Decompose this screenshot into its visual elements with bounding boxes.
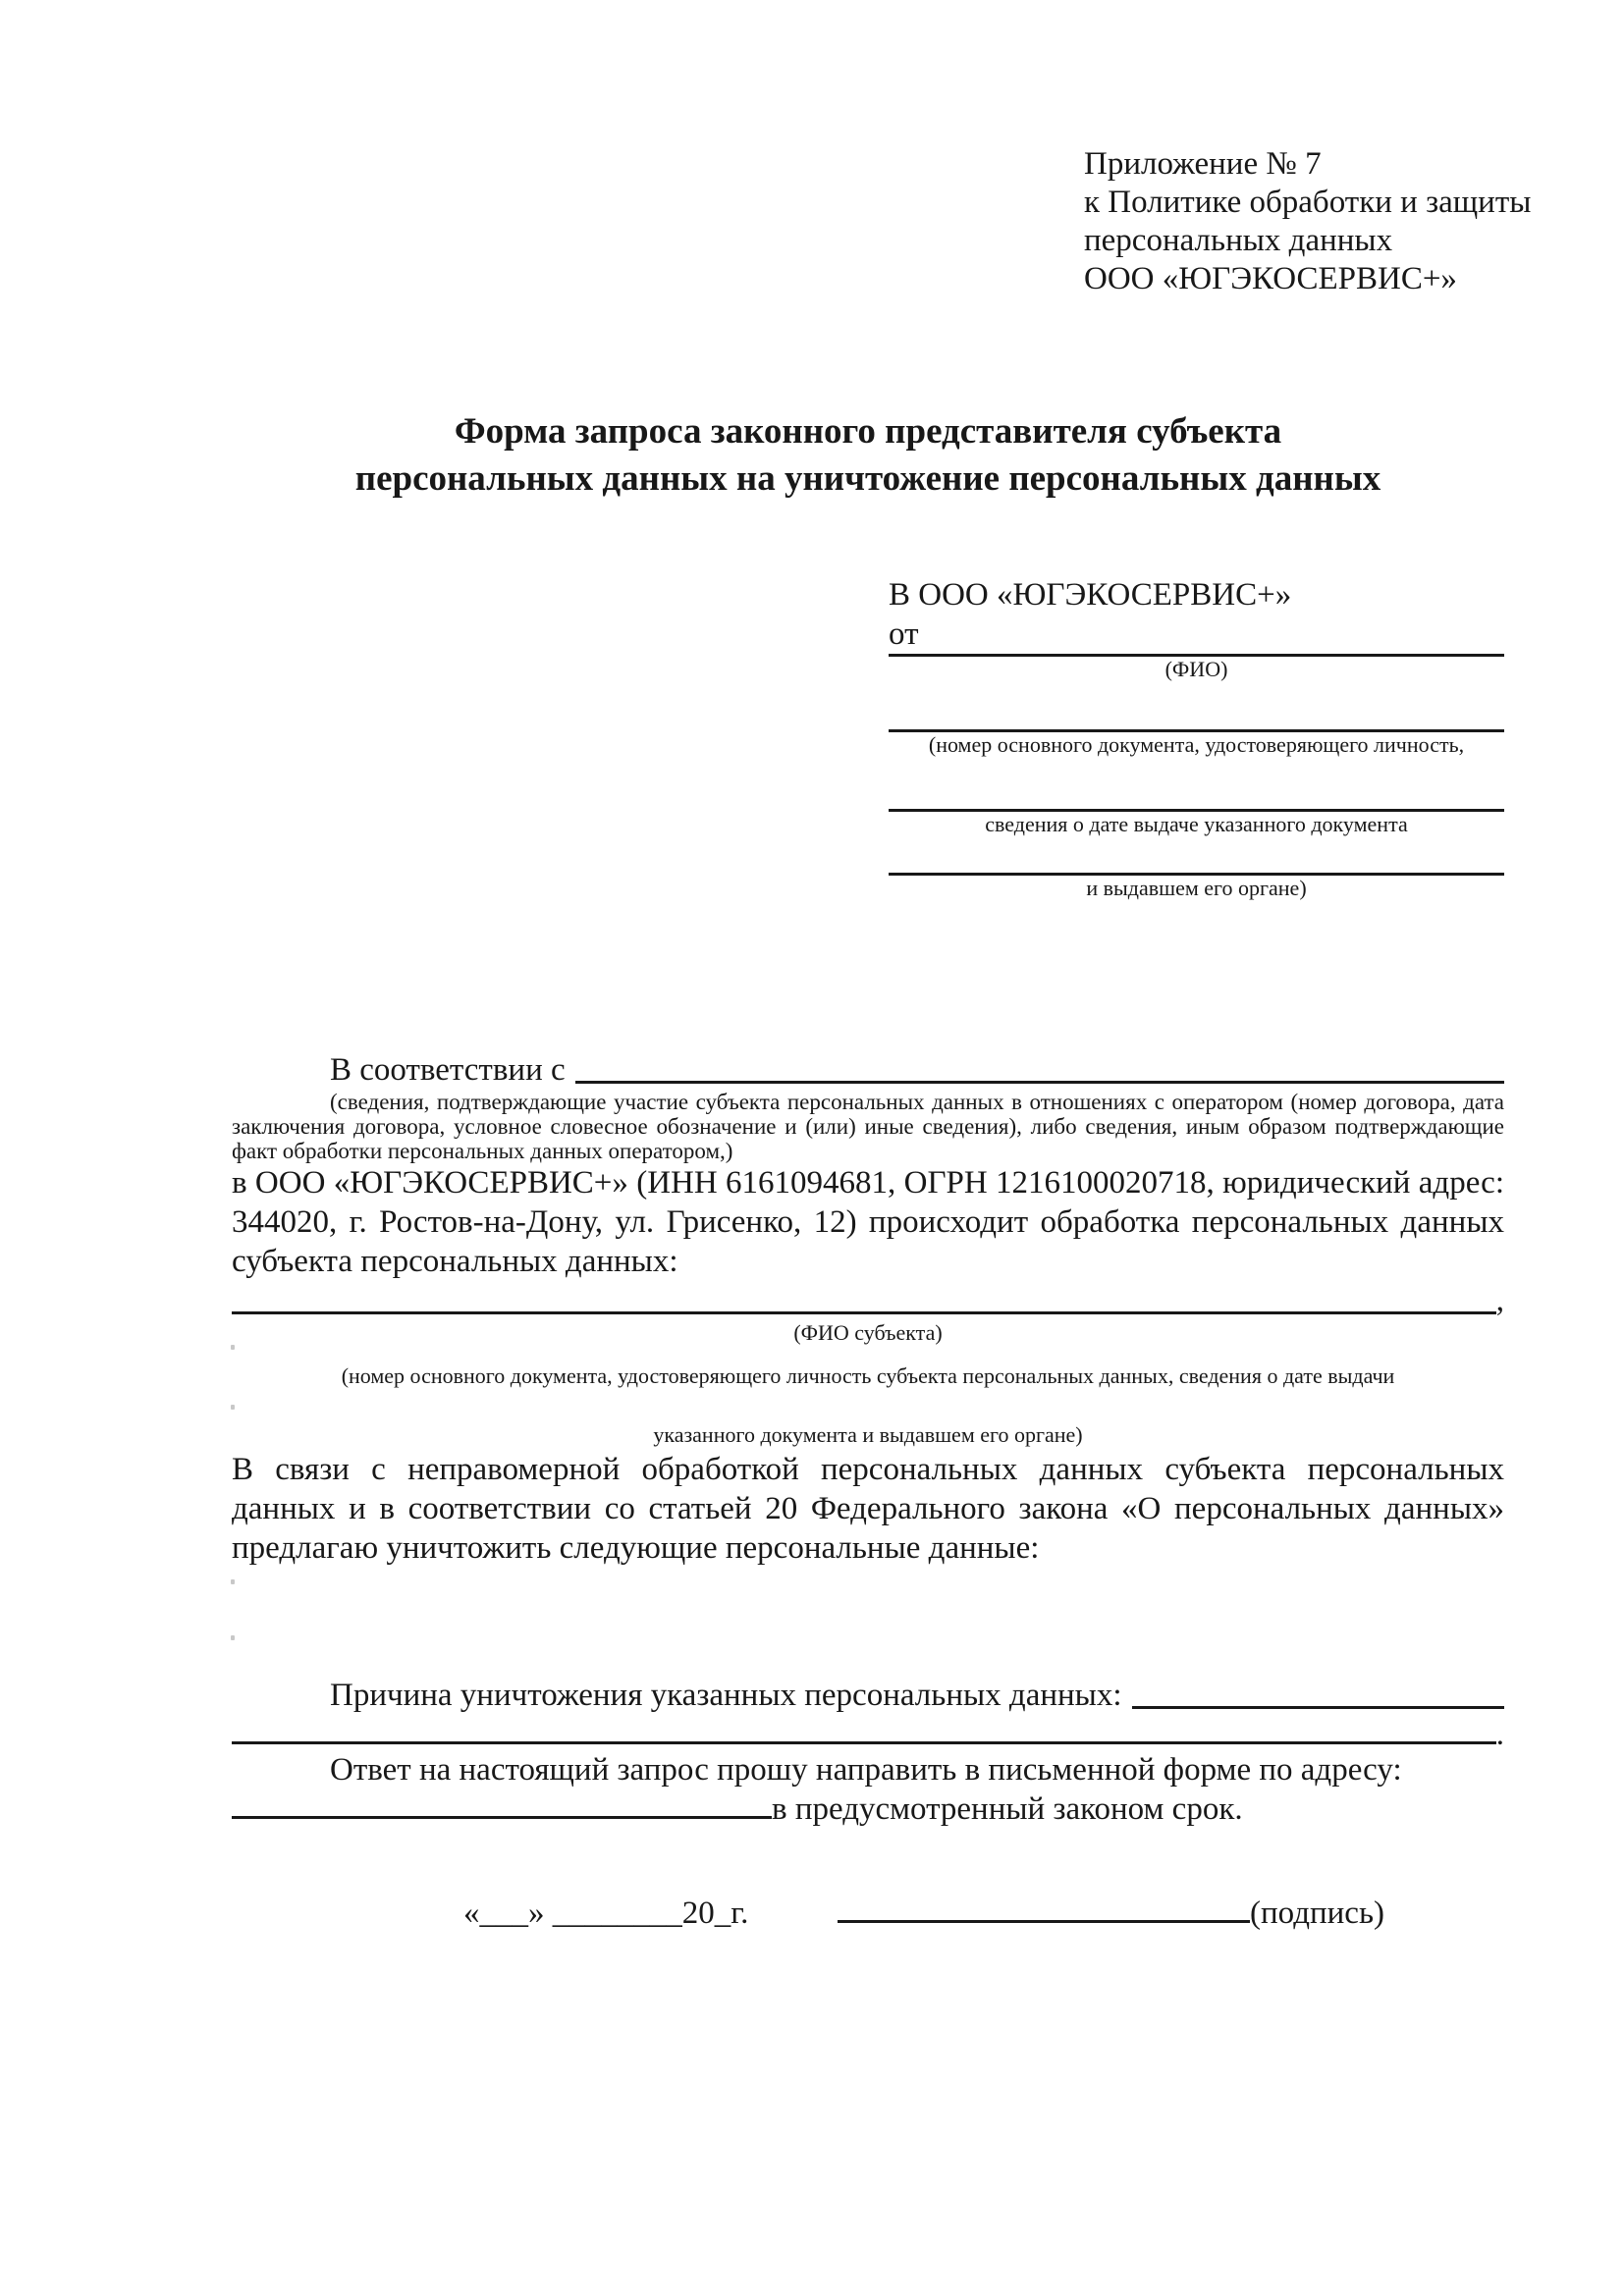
reason-period: .	[1495, 1717, 1504, 1752]
signature-blank-line	[838, 1896, 1250, 1923]
doc-caption: и выдавшем его органе)	[1086, 876, 1307, 900]
appendix-line: к Политике обработки и защиты	[1084, 185, 1532, 220]
scan-artifact-dot	[231, 1579, 235, 1584]
subject-doc-caption: (номер основного документа, удостоверяющего личность субъекта персональных данных, сведения о дате выдачи	[341, 1363, 1395, 1388]
reason-continued-row	[232, 1715, 1504, 1750]
appendix-line: персональных данных	[1084, 223, 1393, 258]
subject-doc-caption: указанного документа и выдавшем его органе)	[653, 1422, 1083, 1447]
document-title-line: Форма запроса законного представителя субъекта	[454, 411, 1282, 452]
reply-tail: в предусмотренный законом срок.	[772, 1791, 1243, 1827]
subject-fio-row	[232, 1281, 1504, 1320]
fio-caption: (ФИО)	[1164, 657, 1228, 681]
data-to-destroy-blank-area	[232, 1568, 1504, 1676]
scan-artifact-dot	[231, 1635, 235, 1640]
signature-caption: (подпись)	[1250, 1896, 1384, 1931]
subject-fio-caption: (ФИО субъекта)	[793, 1320, 943, 1345]
reply-address-row	[232, 1789, 1504, 1829]
signature-footer	[463, 1894, 1384, 1933]
operator-paragraph: в ООО «ЮГЭКОСЕРВИС+» (ИНН 6161094681, ОГРН 1216100020718, юридический адрес: 344020, г. Ростов-на-Дону, ул. Грисенко, 12) происходит обработка персональных данных субъекта персональных данных:	[232, 1165, 1504, 1279]
doc-caption: (номер основного документа, удостоверяющего личность,	[928, 732, 1465, 757]
request-paragraph: В связи с неправомерной обработкой персональных данных субъекта персональных данных и в соответствии со статьей 20 Федерального закона «О персональных данных» предлагаю уничтожить следующие персональные данные:	[232, 1452, 1504, 1566]
appendix-block	[1084, 145, 1624, 298]
signature-group	[838, 1894, 1384, 1933]
doc-caption: сведения о дате выдаче указанного документа	[985, 812, 1408, 836]
accordance-row	[232, 1050, 1504, 1090]
accordance-lead: В соответствии с	[330, 1052, 566, 1088]
reply-address-blank-line	[232, 1792, 772, 1819]
document-title	[232, 408, 1504, 503]
reason-lead: Причина уничтожения указанных персональных данных:	[330, 1678, 1122, 1713]
document-body	[232, 1050, 1504, 1933]
addressee-to: В ООО «ЮГЭКОСЕРВИС+»	[889, 577, 1292, 613]
scan-artifact-dot	[231, 1405, 235, 1410]
addressee-from: от	[889, 616, 919, 652]
subject-fio-comma: ,	[1495, 1283, 1504, 1318]
reply-paragraph: Ответ на настоящий запрос прошу направить в письменной форме по адресу:	[330, 1752, 1402, 1788]
accordance-blank-line	[575, 1050, 1504, 1084]
document-title-line: персональных данных на уничтожение персональных данных	[354, 458, 1381, 499]
appendix-line: ООО «ЮГЭКОСЕРВИС+»	[1084, 261, 1457, 296]
subject-fio-blank-line	[232, 1281, 1496, 1314]
reason-row	[232, 1676, 1504, 1715]
appendix-line: Приложение № 7	[1084, 146, 1322, 182]
date-line: «___» ________20_г.	[463, 1896, 749, 1931]
addressee-block	[889, 575, 1504, 901]
scan-artifact-dot	[231, 1345, 235, 1350]
reason-continued-blank-line	[232, 1715, 1496, 1744]
reason-blank-line	[1132, 1676, 1504, 1709]
accordance-caption: (сведения, подтверждающие участие субъекта персональных данных в отношениях с оператором (номер договора, дата заключения договора, условное словесное обозначение и (или) иные сведения), либо сведения, иным образом подтверждающие факт обработки персональных данных оператором,)	[232, 1090, 1504, 1163]
